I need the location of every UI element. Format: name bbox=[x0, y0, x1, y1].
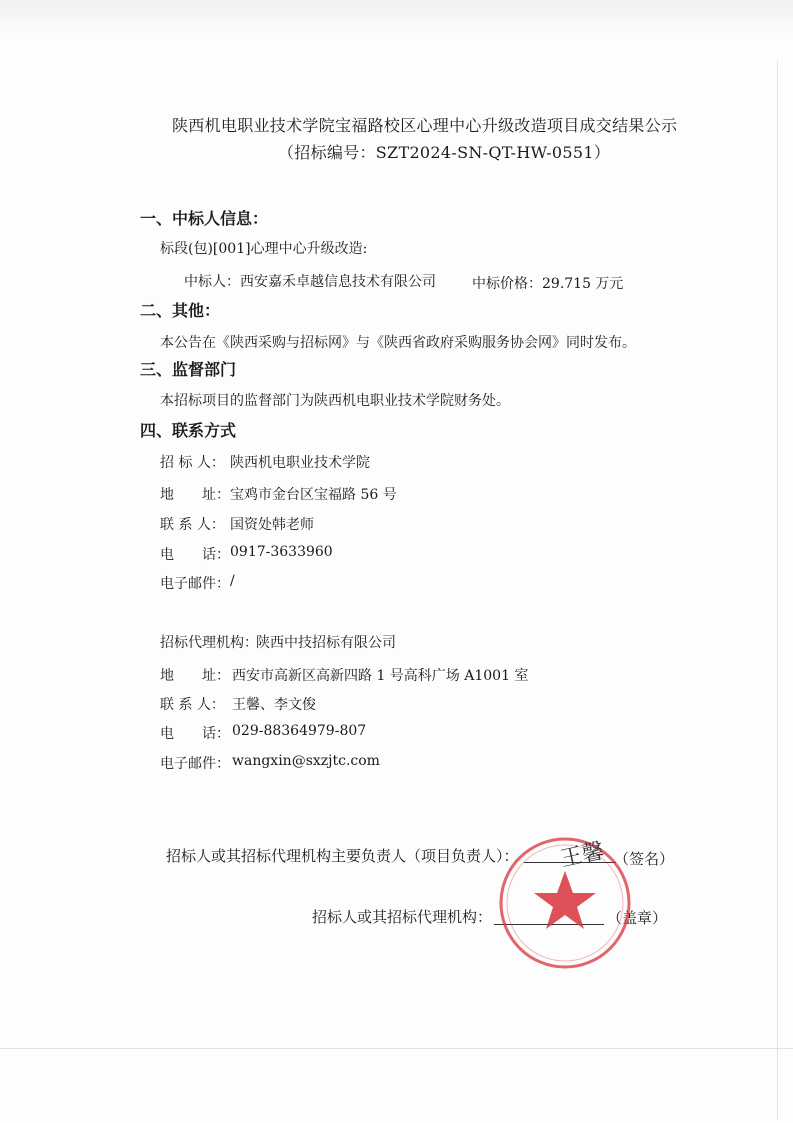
price-label: 中标价格： bbox=[472, 276, 542, 292]
scan-bottom-line bbox=[0, 1048, 793, 1049]
scan-right-line bbox=[777, 60, 778, 1120]
section-heading-contact: 四、联系方式 bbox=[140, 421, 237, 440]
seal-suffix: （盖章） bbox=[607, 909, 668, 927]
agency-phone-label: 电 话： bbox=[160, 726, 230, 742]
tenderer-address-label: 地 址： bbox=[160, 487, 230, 503]
winner-name: 西安嘉禾卓越信息技术有限公司 bbox=[240, 274, 436, 290]
price-value: 29.715 万元 bbox=[542, 276, 624, 292]
tenderer-email-label: 电子邮件： bbox=[160, 576, 230, 592]
agency-contact-label: 联 系 人： bbox=[160, 697, 225, 713]
organization-line: 招标人或其招标代理机构： bbox=[312, 908, 493, 926]
agency-name: 陕西中技招标有限公司 bbox=[256, 635, 396, 651]
tenderer-email-value: / bbox=[230, 573, 235, 589]
winner-label: 中标人： bbox=[184, 274, 240, 290]
tenderer-address-value: 宝鸡市金台区宝福路 56 号 bbox=[230, 487, 397, 503]
handwritten-signature: 王馨 bbox=[558, 838, 607, 873]
tenderer-phone-value: 0917-3633960 bbox=[230, 544, 333, 560]
supervision-text: 本招标项目的监督部门为陕西机电职业技术学院财务处。 bbox=[160, 393, 510, 409]
lot-line: 标段(包)[001]心理中心升级改造: bbox=[160, 241, 368, 257]
document-title: 陕西机电职业技术学院宝福路校区心理中心升级改造项目成交结果公示 bbox=[172, 116, 678, 135]
bid-number: （招标编号：SZT2024-SN-QT-HW-0551） bbox=[278, 143, 611, 162]
agency-label: 招标代理机构： bbox=[160, 635, 258, 651]
section-heading-other: 二、其他： bbox=[140, 301, 221, 320]
agency-email-label: 电子邮件： bbox=[160, 756, 230, 772]
agency-contact-value: 王馨、李文俊 bbox=[232, 697, 316, 713]
agency-phone-value: 029-88364979-807 bbox=[232, 723, 367, 739]
publication-notice: 本公告在《陕西采购与招标网》与《陕西省政府采购服务协会网》同时发布。 bbox=[160, 335, 636, 351]
agency-email-value: wangxin@sxzjtc.com bbox=[232, 753, 380, 769]
tenderer-phone-label: 电 话： bbox=[160, 547, 230, 563]
tenderer-contact-value: 国资处韩老师 bbox=[230, 517, 314, 533]
signature-suffix: （签名） bbox=[614, 850, 675, 868]
scan-top-shading bbox=[0, 0, 793, 40]
section-heading-supervision: 三、监督部门 bbox=[140, 360, 237, 379]
section-heading-winner: 一、中标人信息： bbox=[140, 209, 269, 228]
responsible-person-line: 招标人或其招标代理机构主要负责人（项目负责人）： bbox=[166, 847, 519, 865]
tenderer-contact-label: 联 系 人： bbox=[160, 517, 225, 533]
agency-address-label: 地 址： bbox=[160, 668, 230, 684]
tenderer-label: 招 标 人： bbox=[160, 455, 225, 471]
tenderer-value: 陕西机电职业技术学院 bbox=[230, 455, 370, 471]
agency-address-value: 西安市高新区高新四路 1 号高科广场 A1001 室 bbox=[232, 668, 529, 684]
